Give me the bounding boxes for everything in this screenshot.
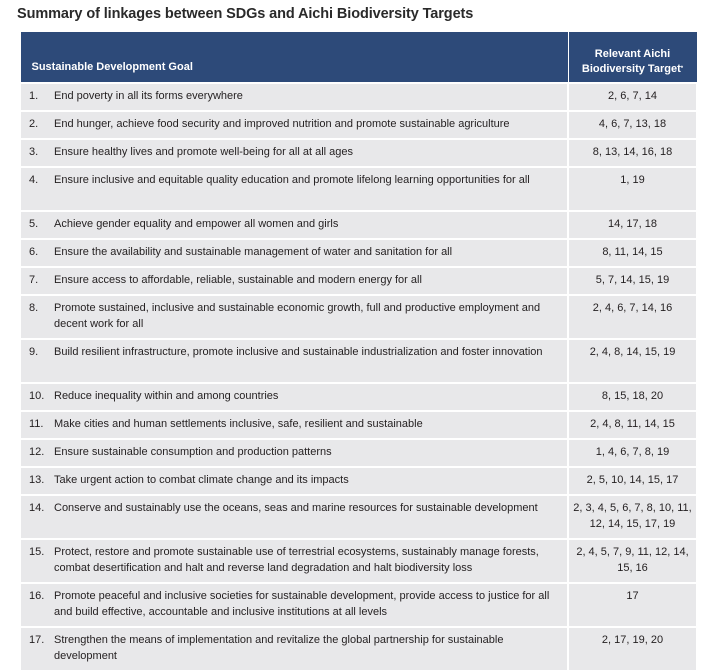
table-row — [20, 111, 697, 139]
target-header-footnote: * — [680, 66, 684, 72]
target-header-line2: Biodiversity Target — [581, 63, 681, 75]
table-row — [20, 383, 697, 411]
goal-cell — [20, 439, 568, 467]
goal-column-header: Sustainable Development Goal — [20, 32, 568, 83]
table-row — [20, 467, 697, 495]
goal-text: Ensure the availability and sustainable management of water and sanitation for all — [54, 246, 453, 258]
goal-text: End hunger, achieve food security and improved nutrition and promote sustainable agriculture — [54, 118, 510, 130]
target-cell: 1, 19 — [568, 167, 697, 211]
table-row — [20, 267, 697, 295]
target-cell: 2, 6, 7, 14 — [568, 83, 697, 111]
target-cell: 2, 4, 8, 11, 14, 15 — [568, 411, 697, 439]
goal-cell — [20, 495, 568, 539]
table-row — [20, 495, 697, 539]
goal-number: 3. — [29, 146, 39, 158]
target-cell: 5, 7, 14, 15, 19 — [568, 267, 697, 295]
target-cell: 8, 15, 18, 20 — [568, 383, 697, 411]
page-title: Summary of linkages between SDGs and Aichi Biodiversity Targets — [17, 6, 474, 22]
table-row — [20, 239, 697, 267]
goal-cell — [20, 139, 568, 167]
target-column-header — [568, 32, 697, 83]
goal-number: 7. — [29, 274, 39, 286]
goal-number: 10. — [29, 390, 45, 402]
goal-text: Protect, restore and promote sustainable use of terrestrial ecosystems, sustainably manage forests, combat desertification and halt and reverse land degradation and halt biodiversity loss — [54, 546, 539, 574]
goal-number: 12. — [29, 446, 45, 458]
goal-cell — [20, 295, 568, 339]
goal-number: 6. — [29, 246, 39, 258]
goal-cell — [20, 83, 568, 111]
goal-text: Promote sustained, inclusive and sustainable economic growth, full and productive employment and decent work for all — [54, 302, 541, 330]
table-row — [20, 539, 697, 583]
goal-text: Strengthen the means of implementation and revitalize the global partnership for sustainable development — [54, 634, 504, 662]
goal-number: 17. — [29, 634, 45, 646]
target-cell: 2, 4, 6, 7, 14, 16 — [568, 295, 697, 339]
goal-text: Ensure inclusive and equitable quality education and promote lifelong learning opportunities for all — [54, 174, 530, 186]
target-cell: 2, 17, 19, 20 — [568, 627, 697, 671]
goal-number: 8. — [29, 302, 39, 314]
goal-number: 5. — [29, 218, 39, 230]
goal-text: Ensure healthy lives and promote well-being for all at all ages — [54, 146, 353, 158]
goal-cell — [20, 411, 568, 439]
table-row — [20, 339, 697, 383]
goal-text: Build resilient infrastructure, promote inclusive and sustainable industrialization and foster innovation — [54, 346, 543, 358]
table-row — [20, 83, 697, 111]
goal-text: Make cities and human settlements inclusive, safe, resilient and sustainable — [54, 418, 423, 430]
goal-cell — [20, 539, 568, 583]
goal-cell — [20, 267, 568, 295]
goal-cell — [20, 239, 568, 267]
target-cell: 14, 17, 18 — [568, 211, 697, 239]
goal-cell — [20, 383, 568, 411]
goal-number: 16. — [29, 590, 45, 602]
goal-number: 14. — [29, 502, 45, 514]
goal-text: Ensure access to affordable, reliable, sustainable and modern energy for all — [54, 274, 422, 286]
goal-number: 1. — [29, 90, 39, 102]
goal-text: Ensure sustainable consumption and production patterns — [54, 446, 332, 458]
target-header-line1: Relevant Aichi — [594, 48, 671, 60]
goal-text: Achieve gender equality and empower all women and girls — [54, 218, 339, 230]
goal-cell — [20, 111, 568, 139]
table-row — [20, 583, 697, 627]
sdg-linkage-table — [19, 32, 698, 672]
table-row — [20, 295, 697, 339]
target-cell: 1, 4, 6, 7, 8, 19 — [568, 439, 697, 467]
goal-cell — [20, 583, 568, 627]
goal-text: Promote peaceful and inclusive societies for sustainable development, provide access to justice for all and build effective, accountable and inclusive institutions at all levels — [54, 590, 550, 618]
goal-number: 15. — [29, 546, 45, 558]
table-row — [20, 439, 697, 467]
goal-text: Reduce inequality within and among countries — [54, 390, 279, 402]
goal-cell — [20, 627, 568, 671]
goal-cell — [20, 339, 568, 383]
table-header-row — [20, 32, 697, 83]
goal-number: 11. — [29, 418, 44, 430]
goal-number: 9. — [29, 346, 39, 358]
table-row — [20, 167, 697, 211]
table-row — [20, 411, 697, 439]
goal-number: 2. — [29, 118, 39, 130]
goal-text: Take urgent action to combat climate change and its impacts — [54, 474, 349, 486]
goal-text: Conserve and sustainably use the oceans, seas and marine resources for sustainable development — [54, 502, 538, 514]
target-cell: 8, 11, 14, 15 — [568, 239, 697, 267]
table-row — [20, 139, 697, 167]
table-row — [20, 627, 697, 671]
target-cell: 17 — [568, 583, 697, 627]
target-cell: 2, 5, 10, 14, 15, 17 — [568, 467, 697, 495]
target-cell: 4, 6, 7, 13, 18 — [568, 111, 697, 139]
table-row — [20, 211, 697, 239]
goal-cell — [20, 211, 568, 239]
target-cell: 2, 4, 5, 7, 9, 11, 12, 14, 15, 16 — [568, 539, 697, 583]
goal-cell — [20, 467, 568, 495]
goal-number: 4. — [29, 174, 39, 186]
goal-number: 13. — [29, 474, 45, 486]
target-cell: 2, 4, 8, 14, 15, 19 — [568, 339, 697, 383]
target-cell: 2, 3, 4, 5, 6, 7, 8, 10, 11, 12, 14, 15, 17, 19 — [568, 495, 697, 539]
target-cell: 8, 13, 14, 16, 18 — [568, 139, 697, 167]
goal-cell — [20, 167, 568, 211]
goal-text: End poverty in all its forms everywhere — [54, 90, 243, 102]
